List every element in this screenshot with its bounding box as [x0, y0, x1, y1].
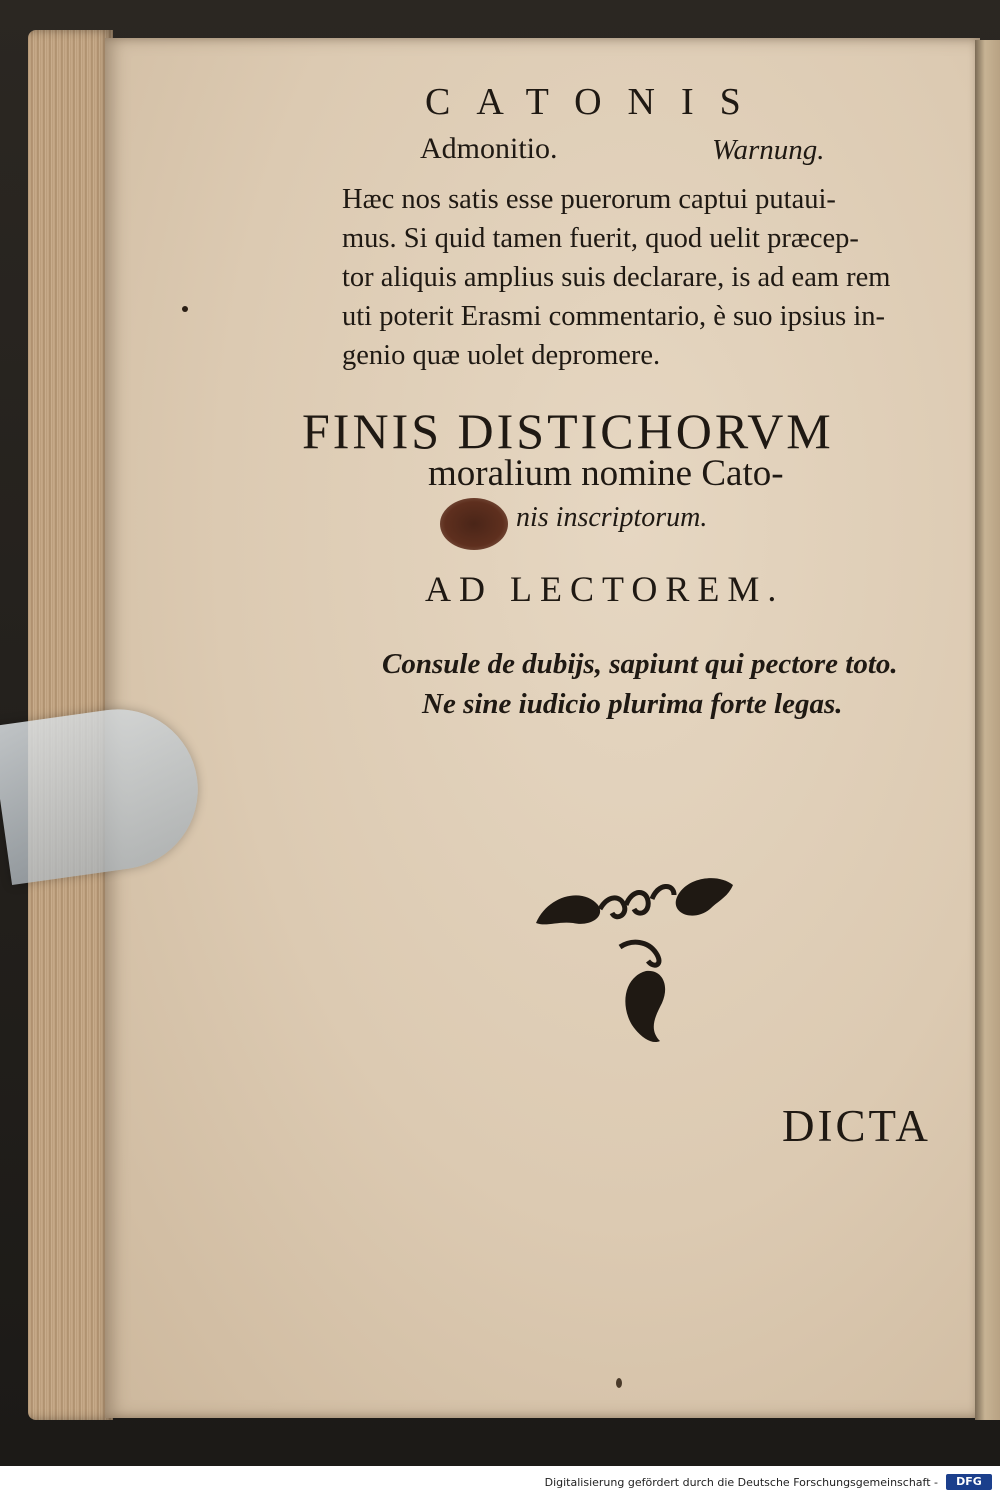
head-latin: Admonitio. [420, 132, 558, 165]
body-line: uti poterit Erasmi commentario, è suo ipsius in- [342, 301, 885, 332]
next-page-edge [975, 40, 1000, 1420]
ink-stain [440, 498, 508, 550]
finis-subtitle-end: nis inscriptorum. [516, 502, 708, 533]
body-paragraph [342, 180, 972, 375]
body-line: mus. Si quid tamen fuerit, quod uelit præcep- [342, 223, 859, 254]
finis-subtitle: moralium nomine Cato- [428, 453, 784, 494]
margin-dot [182, 306, 188, 312]
dfg-logo: DFG [946, 1474, 992, 1490]
body-line: tor aliquis amplius suis declarare, is ad eam rem [342, 262, 891, 293]
bottom-dot [616, 1378, 622, 1388]
running-head: CATONIS [425, 81, 767, 123]
body-line: Hæc nos satis esse puerorum captui putaui- [342, 184, 836, 215]
catchword: DICTA [782, 1101, 931, 1151]
footer-bar [0, 1466, 1000, 1494]
head-german: Warnung. [712, 134, 825, 166]
finis-title: FINIS DISTICHORVM [302, 403, 834, 459]
footer-credit: Digitalisierung gefördert durch die Deutsche Forschungsgemeinschaft - [544, 1476, 938, 1489]
section-heading: AD LECTOREM. [425, 569, 785, 609]
fleuron-leaf-icon [528, 865, 740, 1050]
verse-line: Ne sine iudicio plurima forte legas. [422, 688, 843, 720]
verse-line: Consule de dubijs, sapiunt qui pectore toto. [382, 648, 898, 680]
body-line: genio quæ uolet depromere. [342, 340, 661, 371]
